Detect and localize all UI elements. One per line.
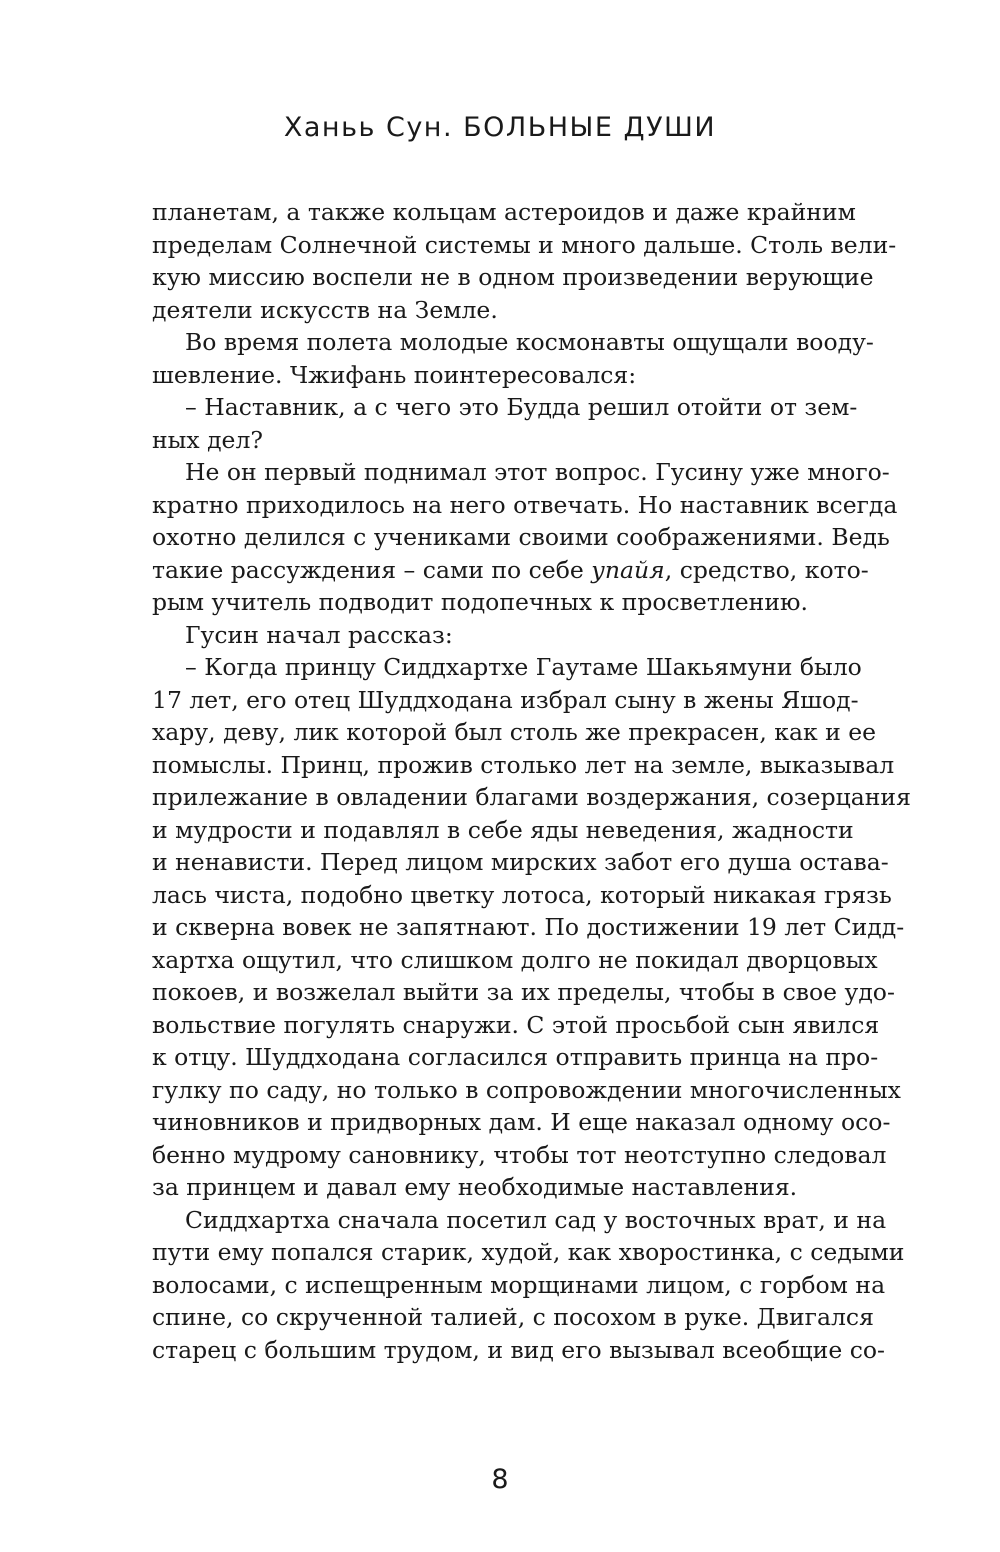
text-line: кую миссию воспели не в одном произведении верующие (152, 263, 874, 291)
text-line: волосами, с испещренным морщинами лицом, с горбом на (152, 1270, 886, 1299)
text-line: хартха ощутил, что слишком долго не покидал дворцовых (152, 945, 878, 974)
text-line: пределам Солнечной системы и много дальше. Столь вели- (152, 230, 897, 259)
text-line: и мудрости и подавлял в себе яды неведения, жадности (152, 815, 854, 844)
text-line: помыслы. Принц, прожив столько лет на земле, выказывал (152, 750, 895, 779)
text-line: пути ему попался старик, худой, как хворостинка, с седыми (152, 1238, 905, 1266)
text-line: рым учитель подводит подопечных к просветлению. (152, 588, 808, 616)
text-line: прилежание в овладении благами воздержания, созерцания (152, 783, 911, 811)
text-line: Гусин начал рассказ: (185, 620, 453, 649)
text-line: вольствие погулять снаружи. С этой просьбой сын явился (152, 1010, 880, 1039)
text-line: шевление. Чжифань поинтересовался: (152, 360, 637, 389)
dialogue-line: – Когда принцу Сиддхартхе Гаутаме Шакьямуни было (185, 653, 862, 681)
text-line: спине, со скрученной талией, с посохом в руке. Двигался (152, 1303, 874, 1331)
text-line: и скверна вовек не запятнают. По достижении 19 лет Сидд- (152, 913, 905, 941)
text-line-with-italic (152, 554, 869, 587)
text-line: покоев, и возжелал выйти за их пределы, чтобы в свое удо- (152, 978, 895, 1006)
text-line: лась чиста, подобно цветку лотоса, который никакая грязь (152, 880, 892, 909)
text-line: планетам, а также кольцам астероидов и даже крайним (152, 198, 856, 226)
running-head: Ханьь Сун. БОЛЬНЫЕ ДУШИ (283, 112, 717, 143)
text-line: Сиддхартха сначала посетил сад у восточных врат, и на (185, 1205, 887, 1234)
italic-term: упайя (591, 555, 665, 584)
text-line: 17 лет, его отец Шуддходана избрал сыну в жены Яшод- (152, 685, 859, 714)
text-line: старец с большим трудом, и вид его вызывал всеобщие со- (152, 1335, 885, 1364)
text-line: к отцу. Шуддходана согласился отправить принца на про- (152, 1043, 879, 1071)
text-segment: такие рассуждения – сами по себе (152, 555, 584, 584)
text-line: хару, деву, лик которой был столь же прекрасен, как и ее (152, 718, 877, 746)
text-line: и ненависти. Перед лицом мирских забот его душа остава- (152, 848, 889, 876)
page-number: 8 (491, 1464, 509, 1495)
text-line: бенно мудрому сановнику, чтобы тот неотступно следовал (152, 1140, 887, 1169)
text-line: гулку по саду, но только в сопровождении многочисленных (152, 1075, 901, 1104)
text-line: чиновников и придворных дам. И еще наказал одному осо- (152, 1108, 891, 1136)
text-line: Во время полета молодые космонавты ощущали вооду- (185, 328, 874, 356)
dialogue-line: – Наставник, а с чего это Будда решил отойти от зем- (185, 393, 858, 421)
text-line: деятели искусств на Земле. (152, 295, 498, 324)
text-line: охотно делился с учениками своими соображениями. Ведь (152, 523, 890, 551)
body-text (152, 196, 911, 1366)
text-line: ных дел? (152, 425, 263, 454)
text-line: за принцем и давал ему необходимые наставления. (152, 1173, 798, 1201)
text-line: Не он первый поднимал этот вопрос. Гусину уже много- (185, 458, 890, 486)
text-line: кратно приходилось на него отвечать. Но наставник всегда (152, 490, 898, 519)
text-segment: , средство, кото- (664, 555, 869, 584)
